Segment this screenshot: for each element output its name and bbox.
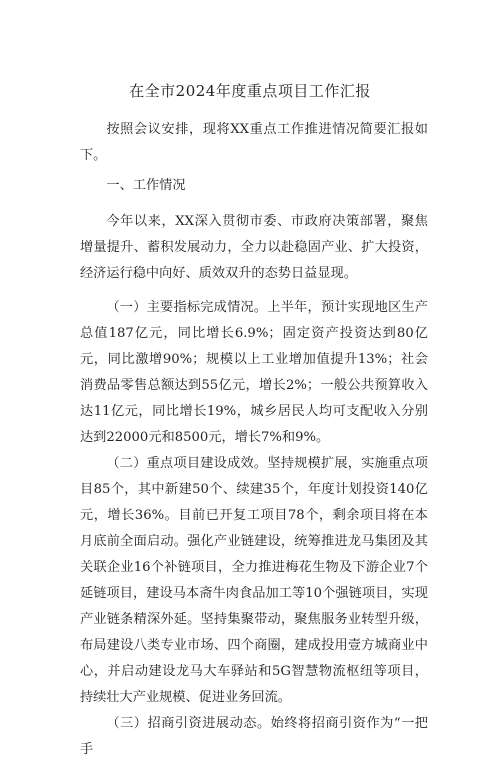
document-body [80, 117, 428, 763]
paragraph-overview: 今年以来，XX深入贯彻市委、市政府决策部署，聚焦增量提升、蓄积发展动力，全力以赴稳固产业、扩大投资，经济运行稳中向好、质效双升的态势日益显现。 [80, 214, 428, 281]
paragraph-indicators: （一）主要指标完成情况。上半年，预计实现地区生产总值187亿元，同比增长6.9%；固定资产投资达到80亿元，同比激增90%；规模以上工业增加值提升13%；社会消费品零售总额达到55亿元，增长2%；一般公共预算收入达11亿元，同比增长19%，城乡居民人均可支配收入分别达到22000元和8500元，增长7%和9%。 [80, 300, 428, 445]
paragraph-investment: （三）招商引资进展动态。始终将招商引资作为“一把手 [80, 716, 428, 757]
intro-paragraph: 按照会议安排，现将XX重点工作推进情况简要汇报如下。 [80, 122, 428, 163]
paragraph-projects: （二）重点项目建设成效。坚持规模扩展，实施重点项目85个，其中新建50个、续建35个，年度计划投资140亿元，增长36%。目前已开复工项目78个，剩余项目将在本月底前全面启动。强化产业链建设，统筹推进龙马集团及其关联企业16个补链项目，全力推进梅花生物及下游企业7个延链项目，建设马本斋牛肉食品加工等10个强链项目，实现产业链条精深外延。坚持集聚带动，聚焦服务业转型升级，布局建设八类专业市场、四个商圈，建成投用壹方城商业中心，并启动建设龙马大车驿站和5G智慧物流枢纽等项目，持续壮大产业规模、促进业务回流。 [80, 456, 428, 705]
document-title: 在全市2024年度重点项目工作汇报 [129, 82, 371, 100]
section-heading: 一、工作情况 [106, 178, 186, 193]
